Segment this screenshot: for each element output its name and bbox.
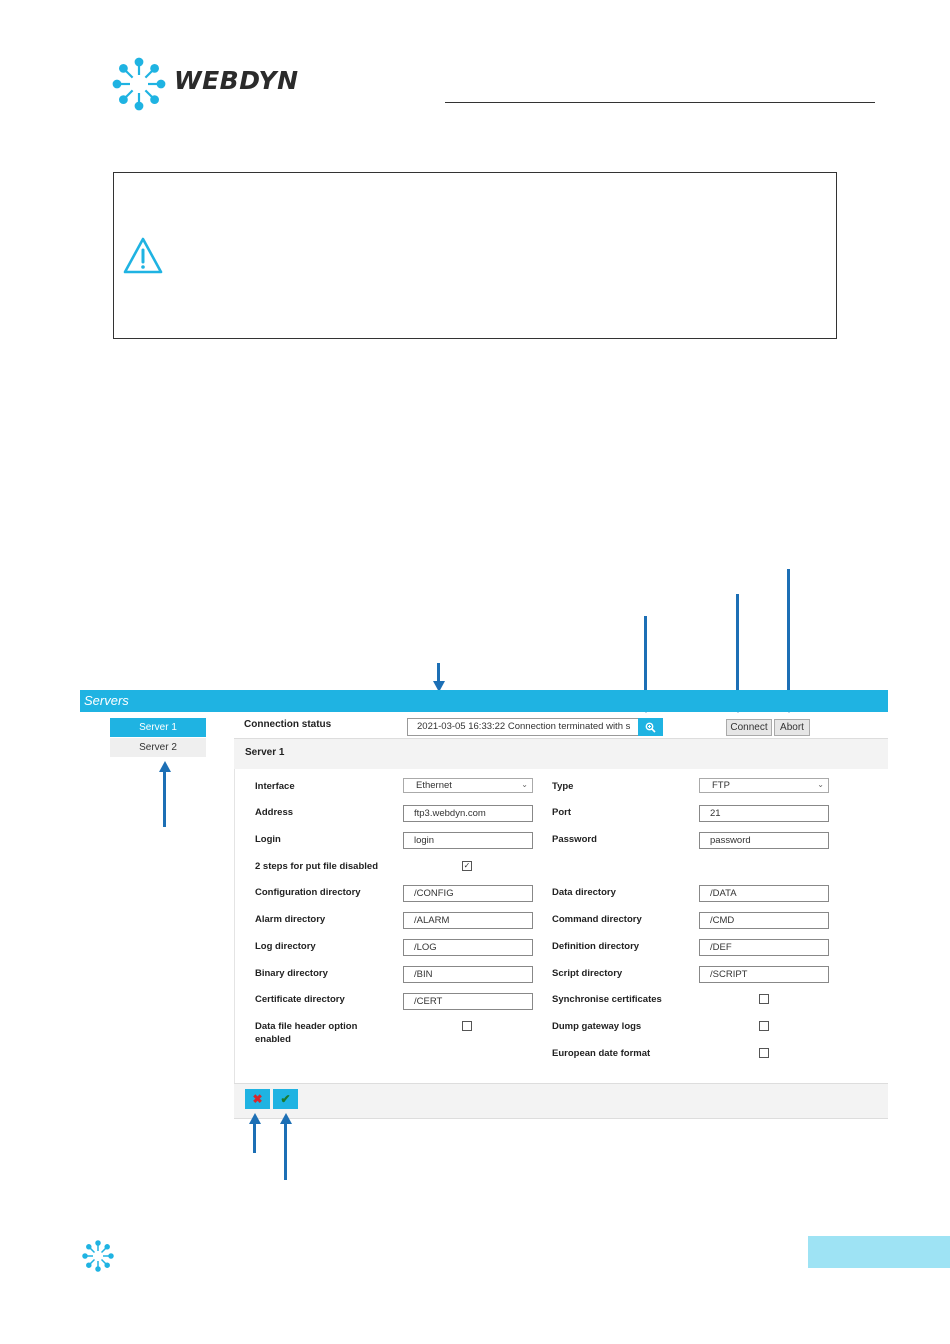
type-select[interactable] — [699, 778, 829, 793]
zoom-icon — [645, 722, 656, 733]
chevron-down-icon: ⌄ — [521, 780, 528, 789]
data-header-label-line1: Data file header option — [255, 1021, 358, 1032]
log-dir-input[interactable]: /LOG — [403, 939, 533, 956]
server-panel-title: Server 1 — [245, 747, 285, 758]
check-icon: ✔ — [280, 1092, 291, 1106]
config-dir-label: Configuration directory — [255, 887, 361, 898]
port-label: Port — [552, 807, 571, 818]
cancel-button[interactable] — [245, 1089, 270, 1109]
password-input[interactable]: password — [699, 832, 829, 849]
login-input[interactable]: login — [403, 832, 533, 849]
page-number-tab — [808, 1236, 950, 1268]
script-dir-label: Script directory — [552, 968, 623, 979]
port-input[interactable]: 21 — [699, 805, 829, 822]
address-input[interactable]: ftp3.webdyn.com — [403, 805, 533, 822]
tab-server-1[interactable]: Server 1 — [110, 718, 206, 737]
close-icon: ✖ — [252, 1092, 263, 1106]
dump-logs-checkbox[interactable] — [759, 1021, 769, 1031]
connection-status-field[interactable]: 2021-03-05 16:33:22 Connection terminated with s — [407, 718, 640, 736]
webdyn-logo-icon — [112, 57, 166, 111]
two-steps-checkbox[interactable]: ✓ — [463, 861, 471, 870]
sync-certs-checkbox[interactable] — [759, 994, 769, 1004]
connect-button[interactable]: Connect — [726, 719, 772, 736]
command-dir-input[interactable]: /CMD — [699, 912, 829, 929]
data-header-label-line2: enabled — [255, 1034, 291, 1045]
address-label: Address — [255, 807, 294, 818]
abort-button[interactable]: Abort — [774, 719, 810, 736]
two-steps-label: 2 steps for put file disabled — [255, 861, 378, 872]
warning-icon — [122, 236, 164, 276]
type-label: Type — [552, 781, 574, 792]
interface-select[interactable] — [403, 778, 533, 793]
server-panel-footer — [234, 1083, 888, 1119]
european-date-label: European date format — [552, 1048, 651, 1059]
type-value: FTP — [712, 780, 730, 791]
chevron-down-icon: ⌄ — [817, 780, 824, 789]
confirm-button[interactable] — [273, 1089, 298, 1109]
binary-dir-input[interactable]: /BIN — [403, 966, 533, 983]
password-label: Password — [552, 834, 597, 845]
header-divider — [445, 102, 875, 103]
script-dir-input[interactable]: /SCRIPT — [699, 966, 829, 983]
servers-title: Servers — [84, 693, 129, 708]
login-label: Login — [255, 834, 281, 845]
alarm-dir-input[interactable]: /ALARM — [403, 912, 533, 929]
data-dir-input[interactable]: /DATA — [699, 885, 829, 902]
sync-certs-label: Synchronise certificates — [552, 994, 662, 1005]
european-date-checkbox[interactable] — [759, 1048, 769, 1058]
definition-dir-input[interactable]: /DEF — [699, 939, 829, 956]
data-dir-label: Data directory — [552, 887, 616, 898]
config-dir-input[interactable]: /CONFIG — [403, 885, 533, 902]
servers-header-bar — [80, 690, 888, 712]
interface-value: Ethernet — [416, 780, 452, 791]
data-header-label — [255, 1020, 357, 1046]
dump-logs-label: Dump gateway logs — [552, 1021, 642, 1032]
cert-dir-label: Certificate directory — [255, 994, 345, 1005]
log-dir-label: Log directory — [255, 941, 316, 952]
command-dir-label: Command directory — [552, 914, 642, 925]
tab-server-2[interactable]: Server 2 — [110, 738, 206, 757]
server-panel-header — [234, 738, 888, 770]
definition-dir-label: Definition directory — [552, 941, 640, 952]
footer-logo-icon — [82, 1240, 114, 1272]
interface-label: Interface — [255, 781, 295, 792]
binary-dir-label: Binary directory — [255, 968, 328, 979]
alarm-dir-label: Alarm directory — [255, 914, 326, 925]
warning-box — [113, 172, 837, 339]
data-header-checkbox[interactable] — [462, 1021, 472, 1031]
connection-status-label: Connection status — [244, 719, 332, 730]
zoom-button[interactable] — [638, 718, 663, 736]
cert-dir-input[interactable]: /CERT — [403, 993, 533, 1010]
brand-name: WEBDYN — [174, 66, 299, 95]
